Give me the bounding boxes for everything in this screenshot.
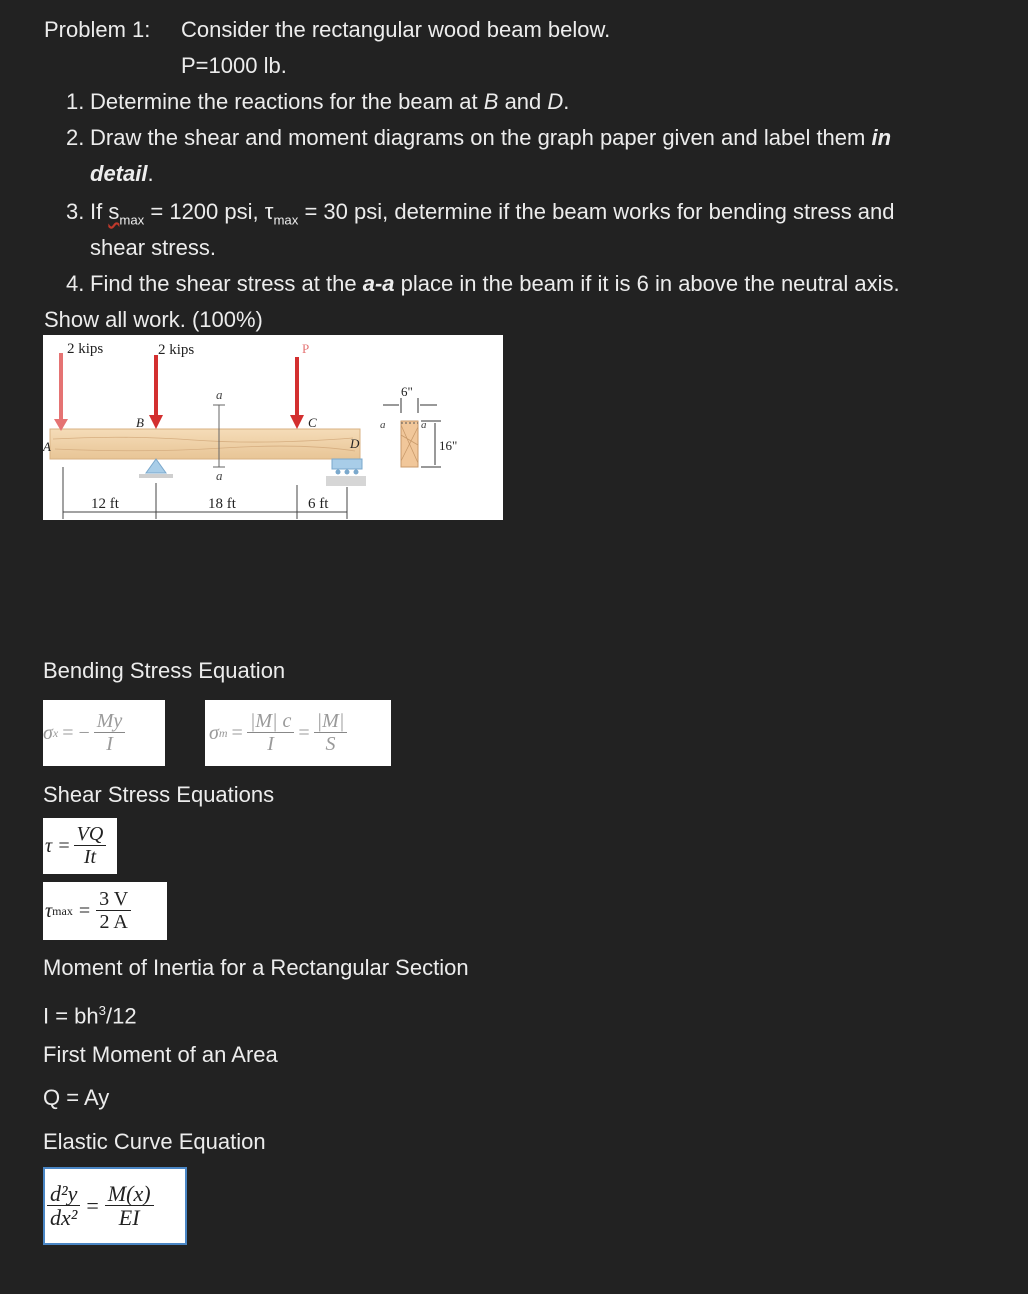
- ground-hatch: [326, 476, 366, 486]
- load-label-2: 2 kips: [158, 342, 195, 358]
- shear-stress-heading: Shear Stress Equations: [43, 782, 275, 807]
- equation-operator: =: [78, 899, 91, 922]
- roller-support: [332, 459, 362, 469]
- item-text: and: [498, 89, 548, 114]
- tau-subscript: max: [52, 903, 73, 918]
- point-c-label: C: [308, 415, 317, 430]
- ground-hatch: [139, 474, 173, 478]
- fraction: $\frac{\text{d²y}}{\text{dx²}}$: [47, 1182, 80, 1230]
- dimension-label-2: 18 ft: [208, 496, 236, 512]
- fraction: $\frac{|M| c}{I}$: [247, 711, 295, 755]
- item-number: 2.: [66, 125, 85, 150]
- formula-text: I = bh: [43, 1003, 99, 1029]
- item-number: 4.: [66, 271, 85, 296]
- load-label-p: P: [302, 341, 310, 356]
- list-item-continuation: shear stress.: [90, 235, 216, 260]
- shear-stress-equation: [43, 818, 117, 874]
- fraction: $\frac{M(x)}{EI}$: [105, 1182, 154, 1230]
- moment-of-inertia-formula: [43, 998, 137, 1029]
- equation-operator: = −: [62, 721, 90, 744]
- equation-operator: =: [231, 721, 243, 744]
- dimension-label-3: 6 ft: [308, 496, 329, 512]
- item-text: .: [147, 161, 154, 186]
- fraction: $\frac{|M|}{S}$: [314, 711, 348, 755]
- item-text: = 30 psi, determine if the beam works for bending stress and: [298, 199, 895, 224]
- point-d-ref: D: [547, 89, 564, 114]
- section-aa-ref: a-a: [362, 271, 395, 296]
- show-work-note: Show all work. (100%): [44, 307, 263, 332]
- wood-beam: [50, 429, 360, 459]
- moment-of-inertia-heading: Moment of Inertia for a Rectangular Section: [43, 955, 469, 980]
- point-b-label: B: [136, 415, 144, 430]
- fraction: $\frac{3 V}{2 A}$: [96, 889, 131, 933]
- point-a-label: A: [43, 439, 51, 454]
- beam-diagram: [43, 335, 503, 520]
- sigma-symbol: σ: [43, 721, 53, 744]
- diagram-background: [43, 335, 503, 520]
- sigma-subscript: m: [218, 725, 228, 740]
- formula-exponent: 3: [98, 1003, 106, 1018]
- section-a-left-label: a: [380, 419, 386, 431]
- load-label-1: 2 kips: [67, 341, 104, 357]
- problem-label: Problem 1:: [44, 17, 151, 42]
- equation-operator: =: [86, 1193, 99, 1218]
- point-d-label: D: [350, 436, 360, 451]
- point-b-ref: B: [483, 89, 499, 114]
- formula-text: /12: [106, 1003, 137, 1029]
- emphasis-text: detail: [90, 161, 148, 186]
- item-text: .: [563, 89, 570, 114]
- elastic-curve-heading: Elastic Curve Equation: [43, 1129, 266, 1154]
- item-text: Find the shear stress at the: [90, 271, 363, 296]
- load-value: P=1000 lb.: [181, 53, 287, 78]
- item-text: = 1200 psi, τ: [144, 199, 274, 224]
- max-bending-stress-equation: [205, 700, 391, 766]
- item-text: Determine the reactions for the beam at: [90, 89, 484, 114]
- max-shear-stress-equation: [43, 882, 167, 940]
- sigma-subscript: x: [52, 725, 59, 740]
- list-item: [66, 125, 891, 151]
- fraction: $\frac{VQ}{It}$: [74, 824, 107, 868]
- bending-stress-heading: Bending Stress Equation: [43, 658, 286, 683]
- item-number: 3.: [66, 199, 85, 224]
- tau-symbol: τ =: [45, 834, 71, 857]
- sigma-symbol: σ: [209, 721, 219, 744]
- smax-symbol: $s_{max}$: [108, 199, 145, 228]
- section-label-top: a: [216, 387, 223, 402]
- item-text: Draw the shear and moment diagrams on the graph paper given and label them: [90, 125, 872, 150]
- item-text: If: [90, 199, 109, 224]
- equation-operator: =: [298, 721, 310, 744]
- problem-intro: Consider the rectangular wood beam below.: [181, 17, 611, 42]
- section-height-label: 16": [439, 438, 458, 453]
- item-number: 1.: [66, 89, 85, 114]
- list-item: [66, 271, 900, 297]
- dimension-label-1: 12 ft: [91, 496, 119, 512]
- section-label-bottom: a: [216, 468, 223, 483]
- tmax-subscript: max: [273, 212, 299, 228]
- fraction: $\frac{My}{I}$: [94, 711, 126, 755]
- list-item: [66, 199, 895, 233]
- roller-wheel: [345, 470, 350, 475]
- tau-symbol: τ: [45, 899, 53, 922]
- first-moment-formula: Q = Ay: [43, 1085, 110, 1110]
- list-item-continuation: [90, 161, 154, 187]
- bending-stress-equation: [43, 700, 165, 766]
- roller-wheel: [336, 470, 341, 475]
- roller-wheel: [354, 470, 359, 475]
- section-a-right-label: a: [421, 419, 427, 431]
- first-moment-heading: First Moment of an Area: [43, 1042, 278, 1067]
- elastic-curve-equation: [43, 1167, 187, 1245]
- list-item: [66, 89, 569, 115]
- section-width-label: 6": [401, 384, 413, 399]
- emphasis-text: in: [871, 125, 892, 150]
- item-text: place in the beam if it is 6 in above the neutral axis.: [394, 271, 900, 296]
